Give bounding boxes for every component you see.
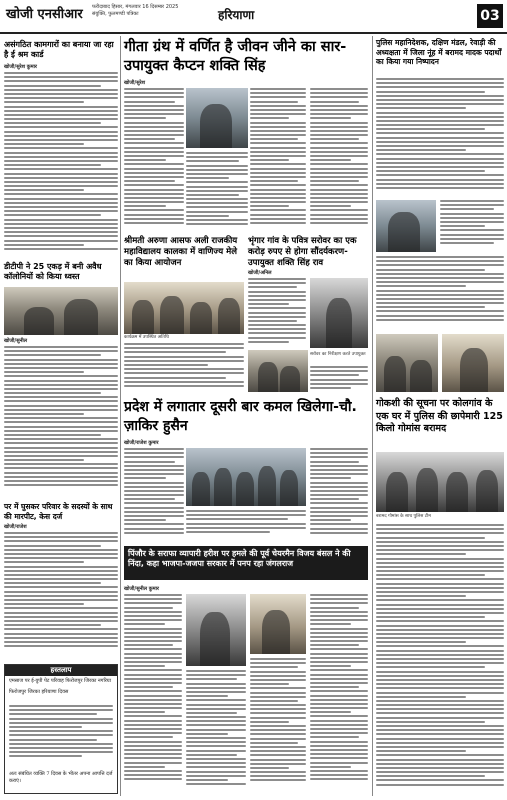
article-byline: खोजी/राजेश [4, 524, 27, 530]
article-photo [442, 334, 504, 392]
article-body [248, 278, 306, 348]
article-byline: खोजी/सुरेश कुमार [4, 64, 37, 70]
article-headline: असंगठित कामगारों का बनाया जा रहा है ई श्रम कार्ड [4, 40, 114, 59]
article-headline: प्रदेश में लगातार दूसरी बार कमल खिलेगा-चौ. ज़ाकिर हुसैन [124, 399, 357, 434]
article-photo [186, 594, 246, 666]
article-byline: खोजी/सुरेश [124, 80, 146, 86]
notice-footer: अतः संबंधित व्यक्ति 7 दिवस के भीतर अपना आपत्ति दर्ज कराएं। [9, 771, 113, 784]
column-divider [120, 36, 121, 796]
article-photo [248, 350, 308, 392]
article-photo [376, 200, 436, 252]
article-body [310, 88, 368, 232]
article-body [440, 200, 504, 252]
article-headline: गोकशी की सूचना पर कोलगांव के एक घर में पुलिस की छापेमारी 125 किलो गोमांस बरामद [376, 398, 503, 434]
article-byline: खोजी/अनिल [248, 270, 272, 276]
article-photo [250, 594, 306, 654]
newspaper-logo: खोजी एनसीआर [6, 7, 83, 22]
article-photo [186, 448, 306, 506]
article-byline: खोजी/राजेश कुमार [124, 440, 159, 446]
section-title: हरियाणा [218, 8, 255, 22]
notice-line: एमसाज पर ई-युपी पेट परिवाह फिरोजपुर जिरका नगरिया [9, 678, 111, 684]
article-body [186, 510, 306, 540]
photo-caption: सरोवर का निरीक्षण करते उपायुक्त [310, 352, 366, 357]
article-body [310, 448, 368, 540]
article-body [186, 152, 248, 232]
article-photo [376, 452, 504, 512]
article-body [250, 658, 306, 794]
notice-line: फिरोजपुर जिरका हरियाणा दिवस [9, 689, 69, 695]
article-photo [124, 282, 244, 334]
masthead-edition-line: संयुक्ति, फुलमण्डी पत्रिका [92, 11, 139, 17]
article-headline: पर में घुसकर परिवार के सदस्यों के साथ की मारपीट, केस दर्ज [4, 502, 113, 521]
masthead-date-line: फरीदाबाद हिसार, मंगलवार 16 दिसम्बर 2025 [92, 4, 179, 10]
article-body [376, 256, 504, 330]
photo-caption: बरामद गोमांस के साथ पुलिस टीम [376, 514, 431, 519]
column-divider [372, 36, 373, 796]
article-photo [310, 278, 368, 348]
notice-body [9, 705, 113, 765]
article-photo [186, 88, 248, 148]
article-body [250, 88, 306, 232]
article-body [124, 88, 184, 232]
article-byline: खोजी/सुनील कुमार [124, 586, 159, 592]
article-headline: पिंजौर के सराफा व्यापारी हरीश पर हमले की पूर्व चेयरमैन विजय बंसल ने की निंदा, कहा भाजपा-जजपा सरकार में पनप रहा जंगलराज [124, 546, 368, 580]
article-body [376, 524, 504, 794]
article-body [376, 78, 504, 198]
article-headline: डीटीपी ने 25 एकड़ में बनी अवैध कॉलोनियों को किया ध्वस्त [4, 262, 102, 281]
article-body [124, 343, 244, 391]
notice-title: हस्तलाप [5, 665, 117, 676]
masthead [0, 0, 507, 34]
article-body [124, 448, 184, 540]
article-body [310, 366, 368, 392]
article-photo [376, 334, 438, 392]
article-body [4, 532, 118, 658]
page-number: 03 [477, 4, 503, 28]
article-headline: श्रीमती अरुणा आसफ अली राजकीय महाविद्यालय कालका में वाणिज्य मेले का किया आयोजन [124, 236, 238, 268]
article-body [310, 594, 368, 794]
lead-headline: गीता ग्रंथ में वर्णित है जीवन जीने का सार-उपायुक्त कैप्टन शक्ति सिंह [124, 39, 347, 74]
article-body [4, 72, 118, 262]
article-byline: खोजी/सुनील [4, 338, 28, 344]
article-headline: पुलिस महानिदेशक, दक्षिण मंडल, रेवाड़ी की अध्यक्षता में जिला नूंह में बरामद मादक पदार्थों का किया गया निष्पादन [376, 38, 502, 66]
photo-caption: कार्यक्रम में उपस्थित अतिथि [124, 335, 169, 340]
public-notice [4, 664, 118, 794]
article-body [124, 594, 182, 794]
masthead-meta [92, 4, 202, 18]
article-body [4, 346, 118, 496]
article-body [186, 670, 246, 794]
article-photo [4, 287, 118, 335]
article-headline: भृंगार गांव के पवित्र सरोवर का एक करोड़ रुपए से होगा सौंदर्यकरण-उपायुक्त शक्ति सिंह राव [248, 236, 357, 268]
